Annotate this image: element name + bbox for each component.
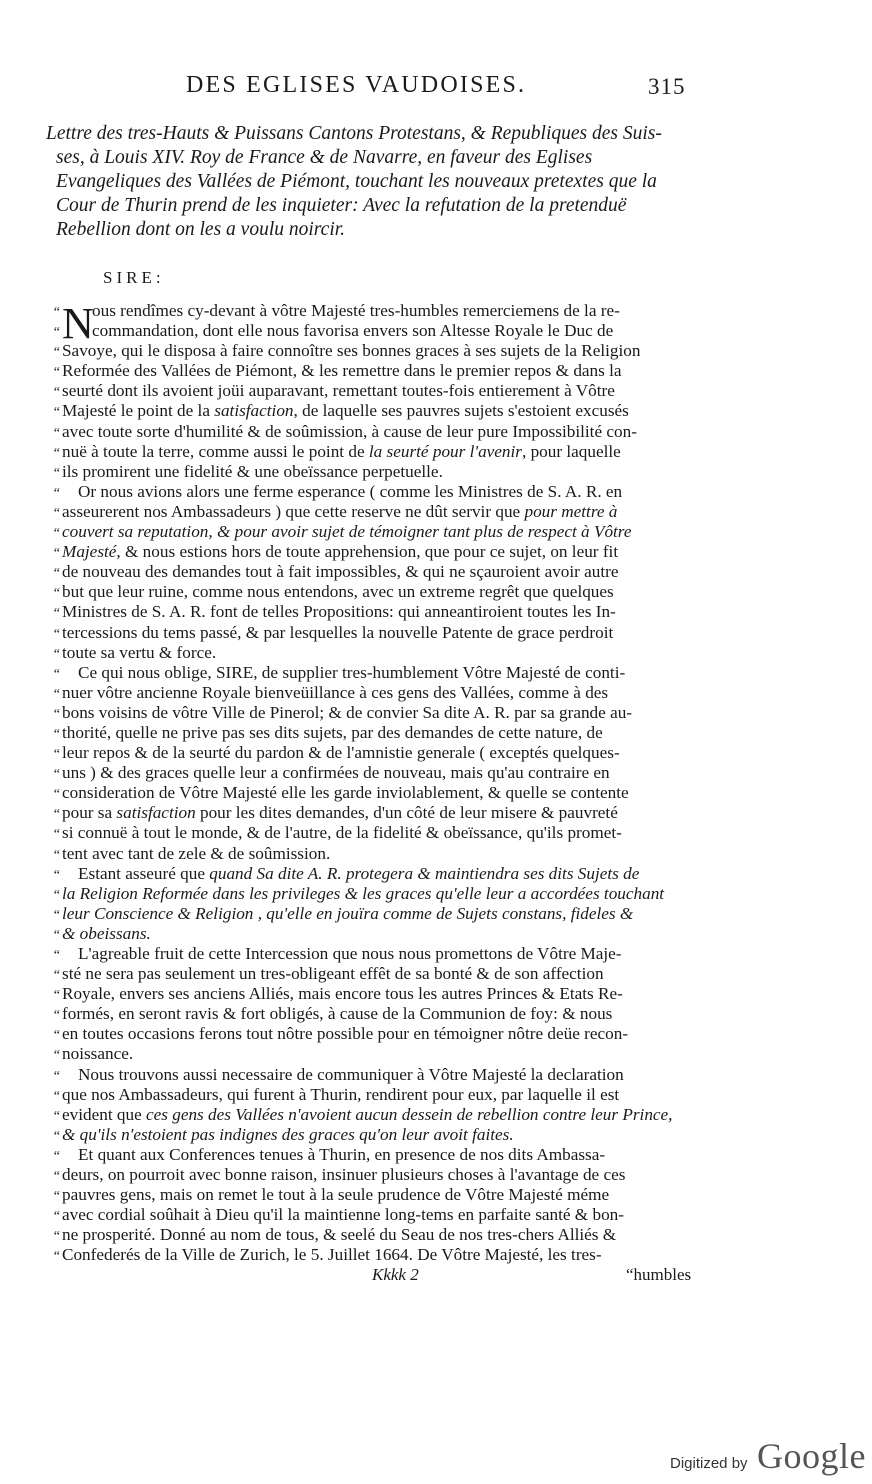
text-line	[44, 1225, 714, 1245]
quote-mark: “	[53, 887, 60, 903]
text-line	[44, 582, 714, 602]
quote-mark: “	[53, 546, 60, 562]
roman-text: pauvres gens, mais on remet le tout à la seule prudence de Vôtre Majesté méme	[62, 1185, 610, 1205]
line-text	[62, 683, 608, 702]
quote-mark: “	[53, 445, 60, 461]
text-line	[44, 964, 714, 984]
roman-text: nuer vôtre ancienne Royale bienveüillance à ces gens des Vallées, comme à des	[62, 682, 609, 702]
roman-text: leur repos & de la seurté du pardon & de l'amnistie generale ( exceptés quelques-	[62, 743, 620, 763]
line-text	[62, 301, 620, 320]
letter-body	[44, 301, 714, 1266]
roman-text: tent avec tant de zele & de soûmission.	[62, 843, 331, 863]
roman-text: nuë à toute la terre, comme aussi le point de	[62, 441, 369, 461]
quote-mark: “	[53, 927, 60, 943]
quote-mark: “	[53, 1148, 60, 1164]
text-line	[44, 442, 714, 462]
roman-text: si connuë à tout le monde, & de l'autre, de la fidelité & obeïssance, qu'ils promet-	[62, 823, 622, 843]
roman-text: bons voisins de vôtre Ville de Pinerol; & de convier Sa dite A. R. par sa grande au-	[62, 702, 633, 722]
quote-mark: “	[53, 325, 60, 341]
text-line	[44, 361, 714, 381]
quote-mark: “	[53, 867, 60, 883]
quote-mark: “	[53, 1249, 60, 1265]
title-line: Lettre des tres-Hauts & Puissans Cantons Protestans, & Republiques des Suis-	[46, 123, 662, 144]
quote-mark: “	[53, 968, 60, 984]
quote-mark: “	[53, 305, 60, 320]
line-text	[62, 884, 664, 903]
text-line	[44, 341, 714, 361]
text-line	[44, 844, 714, 864]
roman-text: deurs, on pourroit avec bonne raison, insinuer plusieurs choses à l'avantage de ces	[62, 1165, 626, 1185]
line-text	[62, 341, 641, 360]
quote-mark: “	[53, 606, 60, 622]
roman-text: Nous trouvons aussi necessaire de communiquer à Vôtre Majesté la declaration	[78, 1064, 624, 1084]
text-line	[44, 783, 714, 803]
line-text	[62, 462, 443, 481]
page-header	[0, 72, 872, 106]
line-text	[62, 944, 622, 963]
quote-mark: “	[53, 666, 60, 682]
roman-text: evident que	[62, 1104, 146, 1124]
line-text	[62, 1145, 605, 1164]
text-line	[44, 1024, 714, 1044]
text-line	[44, 904, 714, 924]
title-line: Cour de Thurin prend de les inquieter: Avec la refutation de la pretenduë	[56, 195, 627, 216]
quote-mark: “	[53, 1028, 60, 1044]
google-logo: Google	[757, 1436, 866, 1476]
line-text	[62, 743, 620, 762]
roman-text: commandation, dont elle nous favorisa envers son Altesse Royale le Duc de	[92, 321, 614, 341]
quote-mark: “	[53, 485, 60, 501]
roman-text: toute sa vertu & force.	[62, 642, 217, 662]
text-line	[44, 884, 714, 904]
text-line	[44, 723, 714, 743]
line-text	[62, 361, 622, 380]
quote-mark: “	[53, 405, 60, 421]
quote-mark: “	[53, 1189, 60, 1205]
letter-title	[46, 122, 710, 242]
roman-text: pour sa	[62, 803, 117, 823]
roman-text: Royale, envers ses anciens Alliés, mais encore tous les autres Princes & Etats Re-	[62, 984, 623, 1004]
text-line	[44, 1185, 714, 1205]
line-text	[62, 1065, 624, 1084]
roman-text: Ministres de S. A. R. font de telles Propositions: qui anneantiroient toutes les In-	[62, 602, 616, 622]
line-text	[62, 482, 622, 501]
quote-mark: “	[53, 1008, 60, 1024]
line-text	[62, 964, 604, 983]
line-text	[62, 643, 216, 662]
quote-mark: “	[53, 566, 60, 582]
line-text	[62, 542, 618, 561]
roman-text: ils promirent une fidelité & une obeïssance perpetuelle.	[62, 461, 443, 481]
line-text	[62, 623, 613, 642]
quote-mark: “	[53, 1108, 60, 1124]
salutation: SIRE:	[103, 268, 165, 287]
line-text	[62, 381, 615, 400]
roman-text: , & nous estions hors de toute apprehension, que pour ce sujet, on leur fit	[116, 542, 619, 562]
italic-text: Majesté	[62, 542, 117, 562]
text-line	[44, 301, 714, 321]
quote-mark: “	[53, 465, 60, 481]
line-text	[62, 803, 618, 822]
drop-cap: N	[62, 299, 94, 348]
text-line	[44, 1165, 714, 1185]
quote-mark: “	[53, 505, 60, 521]
roman-text: tercessions du tems passé, & par lesquelles la nouvelle Patente de grace perdroit	[62, 622, 614, 642]
italic-text: couvert sa reputation, & pour avoir sujet de témoigner tant plus de respect à Vôtre	[62, 522, 632, 542]
roman-text: noissance.	[62, 1044, 134, 1064]
line-text	[62, 1205, 624, 1224]
page-foot-marks	[0, 1265, 872, 1287]
roman-text: seurté dont ils avoient joüi auparavant, remettant toutes-fois entierement à Vôtre	[62, 381, 615, 401]
line-text	[62, 924, 151, 943]
italic-text: satisfaction	[214, 401, 294, 421]
italic-text: quand Sa dite A. R. protegera & maintiendra ses dits Sujets de	[209, 863, 640, 883]
page-number: 315	[648, 74, 686, 99]
quote-mark: “	[53, 365, 60, 381]
text-line	[44, 1245, 714, 1265]
italic-text: ces gens des Vallées n'avoient aucun dessein de rebellion contre leur Prince,	[146, 1104, 673, 1124]
line-text	[62, 904, 633, 923]
text-line	[44, 482, 714, 502]
text-line	[44, 1145, 714, 1165]
line-text	[62, 502, 617, 521]
roman-text: Et quant aux Conferences tenues à Thurin, en presence de nos dits Ambassa-	[78, 1144, 606, 1164]
line-text	[62, 401, 629, 420]
roman-text: uns ) & des graces quelle leur a confirmées de nouveau, mais qu'au contraire en	[62, 763, 610, 783]
line-text	[62, 984, 623, 1003]
roman-text: Estant asseuré que	[78, 863, 210, 883]
line-text	[62, 442, 621, 461]
quote-mark: “	[53, 425, 60, 441]
line-text	[62, 1105, 672, 1124]
running-title: DES EGLISES VAUDOISES.	[186, 72, 527, 98]
quote-mark: “	[53, 827, 60, 843]
roman-text: Reformée des Vallées de Piémont, & les remettre dans le premier repos & dans la	[62, 361, 622, 381]
quote-mark: “	[53, 1088, 60, 1104]
text-line	[44, 683, 714, 703]
italic-text: la Religion Reformée dans les privileges & les graces qu'elle leur a accordées touchant	[62, 883, 665, 903]
text-line	[44, 602, 714, 622]
text-line	[44, 1105, 714, 1125]
line-text	[62, 602, 616, 621]
line-text	[62, 703, 632, 722]
roman-text: thorité, quelle ne prive pas ses dits sujets, par des demandes de cette nature, de	[62, 722, 603, 742]
text-line	[44, 1085, 714, 1105]
roman-text: avec toute sorte d'humilité & de soûmission, à cause de leur pure Impossibilité con-	[62, 421, 637, 441]
quote-mark: “	[53, 907, 60, 923]
quote-mark: “	[53, 988, 60, 1004]
roman-text: Majesté le point de la	[62, 401, 215, 421]
italic-text: leur Conscience & Religion , qu'elle en jouïra comme de Sujets constans, fideles &	[62, 903, 634, 923]
roman-text: pour les dites demandes, d'un côté de leur misere & pauvreté	[195, 803, 618, 823]
text-line	[44, 803, 714, 823]
italic-text: & qu'ils n'estoient pas indignes des graces qu'on leur avoit faites.	[62, 1124, 514, 1144]
text-line	[44, 522, 714, 542]
italic-text: la seurté pour l'avenir	[368, 441, 522, 461]
quote-mark: “	[53, 1209, 60, 1225]
quote-mark: “	[53, 747, 60, 763]
quote-mark: “	[53, 526, 60, 542]
text-line	[44, 924, 714, 944]
line-text	[62, 582, 614, 601]
text-line	[44, 643, 714, 663]
text-line	[44, 823, 714, 843]
text-line	[44, 462, 714, 482]
roman-text: Savoye, qui le disposa à faire connoître ses bonnes graces à ses sujets de la Religion	[62, 341, 641, 361]
quote-mark: “	[53, 586, 60, 602]
roman-text: L'agreable fruit de cette Intercession que nous nous promettons de Vôtre Maje-	[78, 944, 622, 963]
text-line	[44, 864, 714, 884]
roman-text: ous rendîmes cy-devant à vôtre Majesté tres-humbles remerciemens de la re-	[92, 301, 620, 320]
quote-mark: “	[53, 726, 60, 742]
text-line	[44, 944, 714, 964]
quote-mark: “	[53, 787, 60, 803]
roman-text: asseurerent nos Ambassadeurs ) que cette reserve ne dût servir que	[62, 501, 525, 521]
roman-text: , de laquelle ses pauvres sujets s'estoient excusés	[293, 401, 629, 421]
roman-text: , pour laquelle	[521, 441, 621, 461]
line-text	[62, 1185, 609, 1204]
text-line	[44, 422, 714, 442]
quote-mark: “	[53, 847, 60, 863]
quote-mark: “	[53, 686, 60, 702]
text-line	[44, 763, 714, 783]
line-text	[62, 723, 603, 742]
text-line	[44, 703, 714, 723]
roman-text: en toutes occasions ferons tout nôtre possible pour en témoigner nôtre deüe recon-	[62, 1024, 629, 1044]
text-line	[44, 743, 714, 763]
line-text	[62, 1165, 625, 1184]
digitized-label: Digitized by	[670, 1455, 748, 1472]
quote-mark: “	[53, 646, 60, 662]
line-text	[62, 522, 632, 541]
title-line: ses, à Louis XIV. Roy de France & de Navarre, en faveur des Eglises	[56, 147, 593, 168]
quote-mark: “	[53, 1128, 60, 1144]
text-line	[44, 562, 714, 582]
text-line	[44, 381, 714, 401]
text-line	[44, 542, 714, 562]
quote-mark: “	[53, 345, 60, 361]
line-text	[62, 864, 639, 883]
roman-text: Ce qui nous oblige, SIRE, de supplier tres-humblement Vôtre Majesté de conti-	[78, 662, 626, 682]
text-line	[44, 401, 714, 421]
line-text	[62, 844, 330, 863]
italic-text: pour mettre à	[524, 501, 618, 521]
digitized-by-google-watermark	[670, 1435, 870, 1475]
quote-mark: “	[53, 807, 60, 823]
quote-mark: “	[53, 626, 60, 642]
quote-mark: “	[53, 948, 60, 963]
quote-mark: “	[53, 1169, 60, 1185]
line-text	[62, 783, 629, 802]
text-line	[44, 623, 714, 643]
line-text	[62, 1004, 612, 1023]
italic-text: satisfaction	[116, 803, 196, 823]
text-line	[44, 1004, 714, 1024]
title-line: Rebellion dont on les a voulu noircir.	[56, 219, 346, 240]
quote-mark: “	[53, 1068, 60, 1084]
text-line	[44, 1065, 714, 1085]
line-text	[62, 1044, 133, 1063]
text-line	[44, 1205, 714, 1225]
line-text	[62, 763, 610, 782]
line-text	[62, 1024, 628, 1043]
line-text	[62, 823, 622, 842]
line-text	[62, 1245, 602, 1264]
text-line	[44, 663, 714, 683]
roman-text: Confederés de la Ville de Zurich, le 5. Juillet 1664. De Vôtre Majesté, les tres-	[62, 1245, 602, 1265]
roman-text: consideration de Vôtre Majesté elle les garde inviolablement, & quelle se contente	[62, 783, 629, 803]
line-text	[62, 422, 637, 441]
line-text	[62, 1085, 619, 1104]
signature-mark: Kkkk 2	[372, 1265, 419, 1284]
title-line: Evangeliques des Vallées de Piémont, touchant les nouveaux pretextes que la	[56, 171, 657, 192]
text-line	[44, 321, 714, 341]
line-text	[62, 321, 613, 340]
quote-mark: “	[53, 1229, 60, 1245]
line-text	[62, 1125, 514, 1144]
roman-text: sté ne sera pas seulement un tres-obligeant effêt de sa bonté & de son affection	[62, 964, 604, 984]
quote-mark: “	[53, 767, 60, 783]
line-text	[62, 663, 625, 682]
quote-mark: “	[53, 385, 60, 401]
quote-mark: “	[53, 1048, 60, 1064]
text-line	[44, 984, 714, 1004]
roman-text: formés, en seront ravis & fort obligés, à cause de la Communion de foy: & nous	[62, 1004, 613, 1024]
catchword: “humbles	[626, 1265, 692, 1284]
roman-text: Or nous avions alors une ferme esperance ( comme les Ministres de S. A. R. en	[78, 481, 623, 501]
text-line	[44, 502, 714, 522]
text-line	[44, 1044, 714, 1064]
quote-mark: “	[53, 706, 60, 722]
italic-text: & obeissans.	[62, 923, 151, 943]
roman-text: avec cordial soûhait à Dieu qu'il la maintienne long-tems en parfaite santé & bon-	[62, 1205, 624, 1225]
roman-text: que nos Ambassadeurs, qui furent à Thurin, rendirent pour eux, par laquelle il est	[62, 1084, 620, 1104]
text-line	[44, 1125, 714, 1145]
roman-text: ne prosperité. Donné au nom de tous, & seelé du Seau de nos tres-chers Alliés &	[62, 1225, 617, 1245]
line-text	[62, 562, 619, 581]
line-text	[62, 1225, 616, 1244]
roman-text: but que leur ruine, comme nous entendons, avec un extreme regrêt que quelques	[62, 582, 614, 602]
roman-text: de nouveau des demandes tout à fait impossibles, & qui ne sçauroient avoir autre	[62, 562, 619, 582]
